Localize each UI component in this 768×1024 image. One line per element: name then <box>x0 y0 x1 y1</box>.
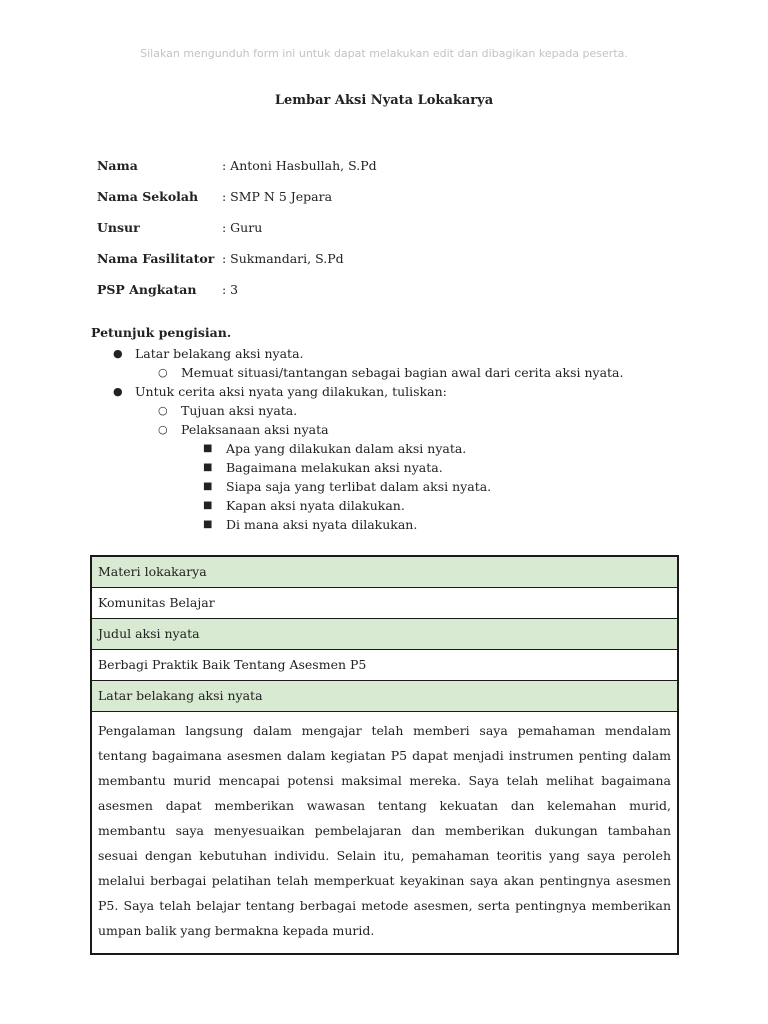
info-label: Unsur <box>97 220 140 235</box>
info-label: PSP Angkatan <box>97 282 197 297</box>
instruction-item <box>91 420 691 439</box>
bullet-marker: ■ <box>203 443 213 454</box>
aksi-nyata-table <box>90 555 679 955</box>
info-value: : Antoni Hasbullah, S.Pd <box>222 158 377 173</box>
instruction-text: Latar belakang aksi nyata. <box>135 346 304 361</box>
info-value: : 3 <box>222 282 239 297</box>
bullet-marker: ○ <box>158 366 168 379</box>
judul-value-cell[interactable]: Berbagi Praktik Baik Tentang Asesmen P5 <box>92 650 677 681</box>
bullet-marker: ■ <box>203 519 213 530</box>
instruction-text: Untuk cerita aksi nyata yang dilakukan, tuliskan: <box>135 384 447 399</box>
instruction-item <box>91 401 691 420</box>
page-title: Lembar Aksi Nyata Lokakarya <box>274 93 494 108</box>
instruction-text: Apa yang dilakukan dalam aksi nyata. <box>226 441 467 456</box>
instruction-item <box>91 344 691 363</box>
info-value: : SMP N 5 Jepara <box>222 189 333 204</box>
instruction-item <box>91 477 691 496</box>
bullet-marker: ○ <box>158 423 168 436</box>
info-row-nama-fasilitator <box>97 251 377 282</box>
info-row-nama <box>97 158 377 189</box>
bullet-marker: ● <box>113 347 123 360</box>
instruction-text: Siapa saja yang terlibat dalam aksi nyata. <box>226 479 492 494</box>
judul-label-cell: Judul aksi nyata <box>92 619 677 650</box>
instruction-text: Memuat situasi/tantangan sebagai bagian awal dari cerita aksi nyata. <box>181 365 624 380</box>
instructions-list <box>91 344 691 534</box>
instruction-item <box>91 382 691 401</box>
instruction-text: Tujuan aksi nyata. <box>181 403 298 418</box>
latar-label-cell: Latar belakang aksi nyata <box>92 681 677 712</box>
info-label: Nama Sekolah <box>97 189 199 204</box>
instruction-text: Kapan aksi nyata dilakukan. <box>226 498 405 513</box>
materi-label-cell: Materi lokakarya <box>92 557 677 588</box>
bullet-marker: ● <box>113 385 123 398</box>
info-label: Nama Fasilitator <box>97 251 215 266</box>
download-notice: Silakan mengunduh form ini untuk dapat melakukan edit dan dibagikan kepada peserta. <box>140 47 628 60</box>
bullet-marker: ○ <box>158 404 168 417</box>
info-label: Nama <box>97 158 138 173</box>
info-row-unsur <box>97 220 377 251</box>
instructions-heading: Petunjuk pengisian. <box>91 325 232 340</box>
instruction-item <box>91 363 691 382</box>
instruction-text: Di mana aksi nyata dilakukan. <box>226 517 418 532</box>
info-value: : Sukmandari, S.Pd <box>222 251 344 266</box>
materi-value-cell[interactable]: Komunitas Belajar <box>92 588 677 619</box>
identity-section <box>97 158 377 313</box>
bullet-marker: ■ <box>203 500 213 511</box>
info-row-psp-angkatan <box>97 282 377 313</box>
instruction-item <box>91 439 691 458</box>
info-value: : Guru <box>222 220 263 235</box>
bullet-marker: ■ <box>203 462 213 473</box>
instruction-text: Bagaimana melakukan aksi nyata. <box>226 460 443 475</box>
instruction-text: Pelaksanaan aksi nyata <box>181 422 329 437</box>
instructions-section <box>91 325 691 534</box>
instruction-item <box>91 496 691 515</box>
bullet-marker: ■ <box>203 481 213 492</box>
instruction-item <box>91 458 691 477</box>
instruction-item <box>91 515 691 534</box>
latar-value-cell[interactable]: Pengalaman langsung dalam mengajar telah memberi saya pemahaman mendalam tentang bagaimana asesmen dalam kegiatan P5 dapat menjadi instrumen penting dalam membantu murid mencapai potensi maksimal mereka. Saya telah melihat bagaimana asesmen dapat memberikan wawasan tentang kekuatan dan kelemahan murid, membantu saya menyesuaikan pembelajaran dan memberikan dukungan tambahan sesuai dengan kebutuhan individu. Selain itu, pemahaman teoritis yang saya peroleh melalui berbagai pelatihan telah memperkuat keyakinan saya akan pentingnya asesmen P5. Saya telah belajar tentang berbagai metode asesmen, serta pentingnya memberikan umpan balik yang bermakna kepada murid. <box>98 723 671 938</box>
info-row-nama-sekolah <box>97 189 377 220</box>
